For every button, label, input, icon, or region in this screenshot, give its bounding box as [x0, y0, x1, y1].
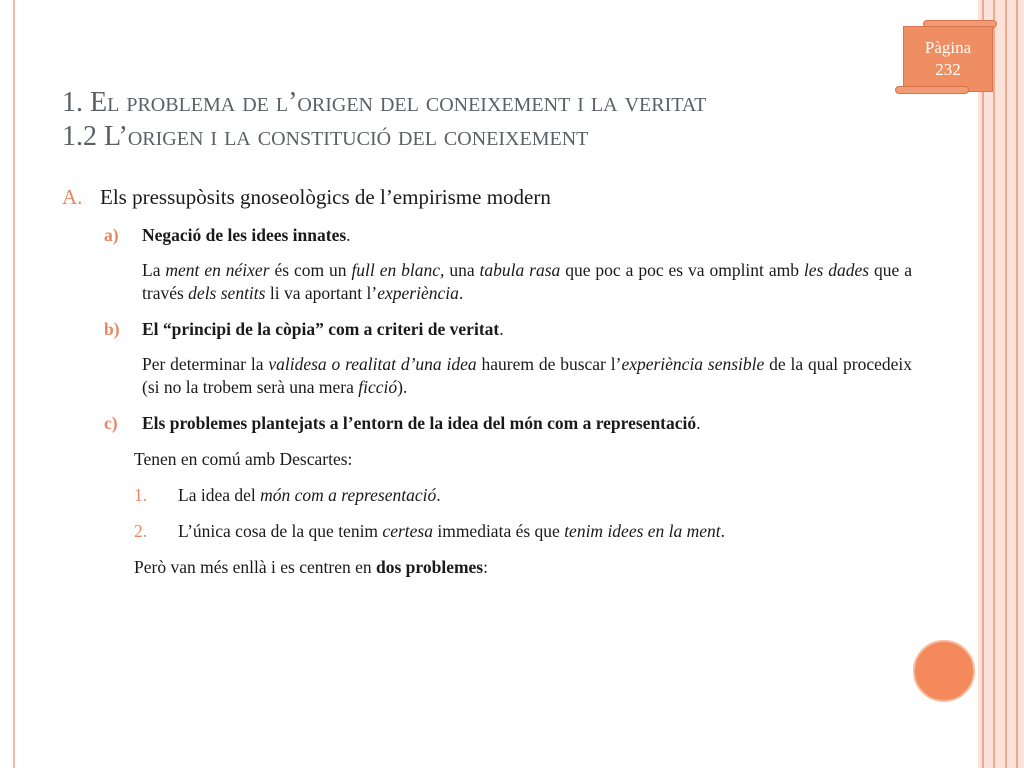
- text: La idea del: [178, 485, 261, 505]
- item-b-heading: [62, 317, 922, 341]
- text: .: [458, 283, 464, 303]
- italic-text: certesa: [382, 521, 433, 541]
- title-line-2: 1.2 L’origen i la constitució del coneixement: [62, 121, 589, 152]
- text: li va aportant l’: [265, 283, 378, 303]
- text: Però van més enllà i es centren en: [134, 557, 376, 577]
- text: :: [483, 557, 488, 577]
- right-border-line: [993, 0, 995, 768]
- numbered-marker: 1.: [134, 485, 148, 505]
- item-a-marker: a): [104, 225, 119, 245]
- italic-text: tenim idees en la ment: [564, 521, 721, 541]
- text: .: [436, 485, 441, 505]
- text: immediata és que: [432, 521, 565, 541]
- item-c-heading-text: Els problemes plantejats a l’entorn de la idea del món com a representació: [142, 413, 697, 433]
- item-b-tail: .: [499, 319, 504, 339]
- item-b-paragraph: [62, 353, 912, 399]
- item-a-heading-text: Negació de les idees innates: [142, 225, 347, 245]
- numbered-item-2: [62, 519, 922, 543]
- numbered-marker: 2.: [134, 521, 148, 541]
- item-c-marker: c): [104, 413, 118, 433]
- italic-text: les dades: [803, 260, 870, 280]
- title-line-1: 1. El problema de l’origen del coneixement i la veritat: [62, 87, 707, 118]
- text: és com un: [269, 260, 352, 280]
- italic-text: món com a representació: [260, 485, 437, 505]
- page-badge: [903, 26, 993, 92]
- decorative-circle: [913, 640, 975, 702]
- right-border-line: [1005, 0, 1007, 768]
- italic-text: full en blanc,: [351, 260, 445, 280]
- item-b-marker: b): [104, 319, 120, 339]
- italic-text: experiència: [377, 283, 459, 303]
- item-c-closing: [62, 555, 922, 579]
- italic-text: validesa o realitat d’una idea: [268, 354, 477, 374]
- text: de la qual procedeix (si no la trobem serà una mera: [142, 354, 912, 397]
- right-border-line: [1016, 0, 1018, 768]
- slide-title: [62, 86, 922, 154]
- left-border-line: [13, 0, 15, 768]
- text: L’única cosa de la que tenim: [178, 521, 383, 541]
- text: que a través: [142, 260, 912, 303]
- page-badge-scroll: [903, 20, 997, 94]
- italic-text: tabula rasa: [479, 260, 561, 280]
- text: ).: [397, 377, 408, 397]
- italic-text: experiència sensible: [621, 354, 765, 374]
- item-c-heading: [62, 411, 922, 435]
- text: La: [142, 260, 166, 280]
- page-badge-number: 232: [935, 60, 961, 79]
- section-marker: A.: [62, 185, 83, 209]
- bold-text: dos problemes: [376, 557, 484, 577]
- text: .: [720, 521, 726, 541]
- section-heading-text: Els pressupòsits gnoseològics de l’empirisme modern: [100, 185, 551, 209]
- numbered-item-1: [62, 483, 922, 507]
- item-a-heading: [62, 223, 922, 247]
- italic-text: ment en néixer: [165, 260, 270, 280]
- text: haurem de buscar l’: [476, 354, 622, 374]
- slide-content: [62, 183, 922, 579]
- section-heading: [62, 183, 922, 211]
- italic-text: dels sentits: [188, 283, 266, 303]
- item-a-paragraph: [62, 259, 912, 305]
- italic-text: ficció: [358, 377, 398, 397]
- text: Per determinar la: [142, 354, 269, 374]
- text: que poc a poc es va omplint amb: [560, 260, 804, 280]
- item-c-intro: Tenen en comú amb Descartes:: [134, 449, 353, 469]
- item-c-tail: .: [696, 413, 701, 433]
- text: una: [444, 260, 480, 280]
- item-a-tail: .: [346, 225, 351, 245]
- page-badge-label: Pàgina: [924, 38, 972, 57]
- right-border-line: [982, 0, 984, 768]
- item-b-heading-text: El “principi de la còpia” com a criteri de veritat: [142, 319, 500, 339]
